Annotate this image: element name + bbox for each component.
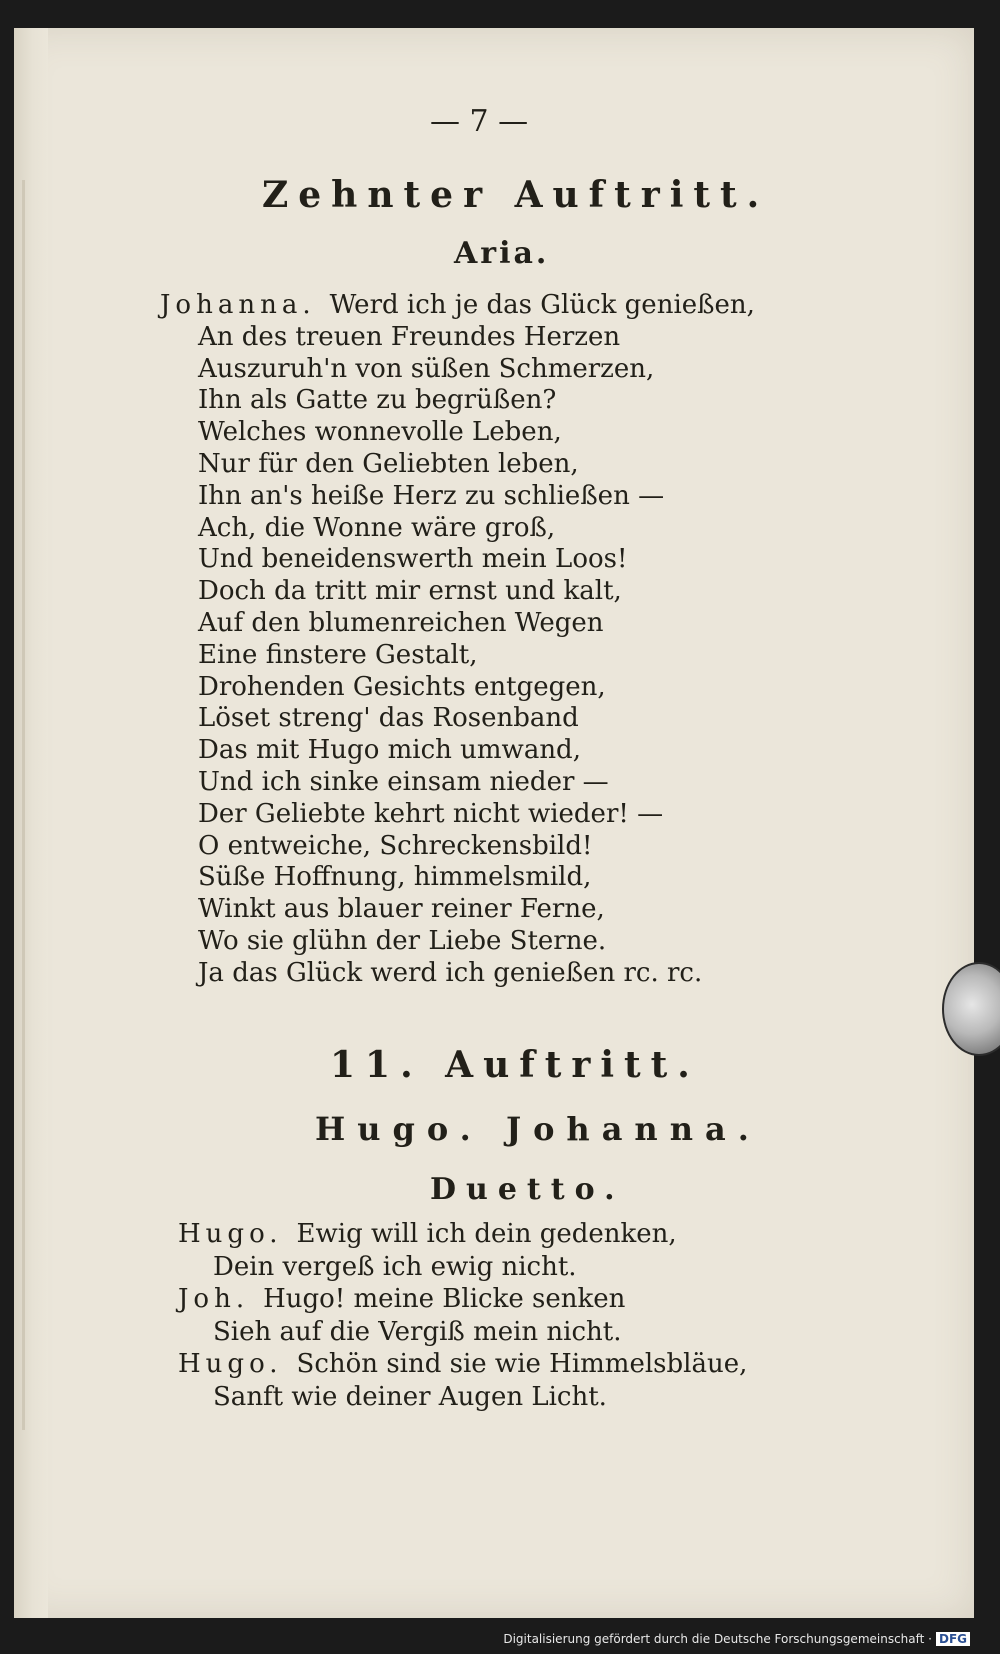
aria-first-line xyxy=(160,290,755,322)
scene-heading: Zehnter Auftritt. xyxy=(262,174,770,216)
verse-line: Sanft wie deiner Augen Licht. xyxy=(213,1381,607,1412)
aria-subheading: Aria. xyxy=(454,236,550,271)
verse-line: Ach, die Wonne wäre groß, xyxy=(198,512,556,543)
funding-credit xyxy=(503,1632,970,1646)
verse-line: Eine finstere Gestalt, xyxy=(198,639,478,670)
verse-line: Und ich sinke einsam nieder — xyxy=(198,766,609,797)
verse-line: Wo sie glühn der Liebe Sterne. xyxy=(198,925,607,956)
verse-line: Winkt aus blauer reiner Ferne, xyxy=(198,894,605,925)
verse-line: Doch da tritt mir ernst und kalt, xyxy=(198,576,622,607)
speaker-name: Hugo. xyxy=(178,1349,283,1379)
binding-thread xyxy=(22,180,25,1430)
verse-line: Ja das Glück werd ich genießen rc. rc. xyxy=(198,957,703,988)
scene-heading: 11. Auftritt. xyxy=(330,1044,700,1086)
credit-text: Digitalisierung gefördert durch die Deutsche Forschungsgemeinschaft · xyxy=(503,1632,932,1646)
duet-line xyxy=(178,1283,747,1316)
verse-line: Sieh auf die Vergiß mein nicht. xyxy=(213,1316,622,1347)
dfg-logo: DFG xyxy=(936,1632,970,1646)
verse-line: Schön sind sie wie Himmelsbläue, xyxy=(296,1349,748,1379)
aria-text xyxy=(160,290,755,990)
verse-line: An des treuen Freundes Herzen xyxy=(198,321,621,352)
duetto-subheading: Duetto. xyxy=(430,1172,625,1207)
page-gutter xyxy=(14,28,48,1618)
verse-line: Süße Hoffnung, himmelsmild, xyxy=(198,862,592,893)
verse-line: Löset streng' das Rosenband xyxy=(198,703,579,734)
verse-line: Ihn als Gatte zu begrüßen? xyxy=(198,385,557,416)
verse-line: O entweiche, Schreckensbild! xyxy=(198,830,593,861)
verse-line: Der Geliebte kehrt nicht wieder! — xyxy=(198,798,664,829)
duet-line xyxy=(178,1348,747,1381)
duet-line xyxy=(178,1218,747,1251)
speaker-name: Johanna. xyxy=(160,290,316,320)
verse-line: Werd ich je das Glück genießen, xyxy=(329,290,755,320)
speaker-name: Joh. xyxy=(178,1284,250,1314)
verse-line: Ewig will ich dein gedenken, xyxy=(296,1219,677,1249)
verse-line: Hugo! meine Blicke senken xyxy=(263,1284,626,1314)
speaker-name: Hugo. xyxy=(178,1219,283,1249)
verse-line: Nur für den Geliebten leben, xyxy=(198,448,579,479)
verse-line: Und beneidenswerth mein Loos! xyxy=(198,544,628,575)
verse-line: Auf den blumenreichen Wegen xyxy=(198,607,604,638)
verse-line: Das mit Hugo mich umwand, xyxy=(198,735,581,766)
verse-line: Auszuruh'n von süßen Schmerzen, xyxy=(198,353,655,384)
characters-line: Hugo. Johanna. xyxy=(315,1110,761,1148)
verse-line: Welches wonnevolle Leben, xyxy=(198,417,562,448)
verse-line: Ihn an's heiße Herz zu schließen — xyxy=(198,480,665,511)
duetto-text xyxy=(178,1218,747,1413)
page-number: — 7 — xyxy=(430,104,529,139)
verse-line: Dein vergeß ich ewig nicht. xyxy=(213,1251,577,1282)
verse-line: Drohenden Gesichts entgegen, xyxy=(198,671,606,702)
